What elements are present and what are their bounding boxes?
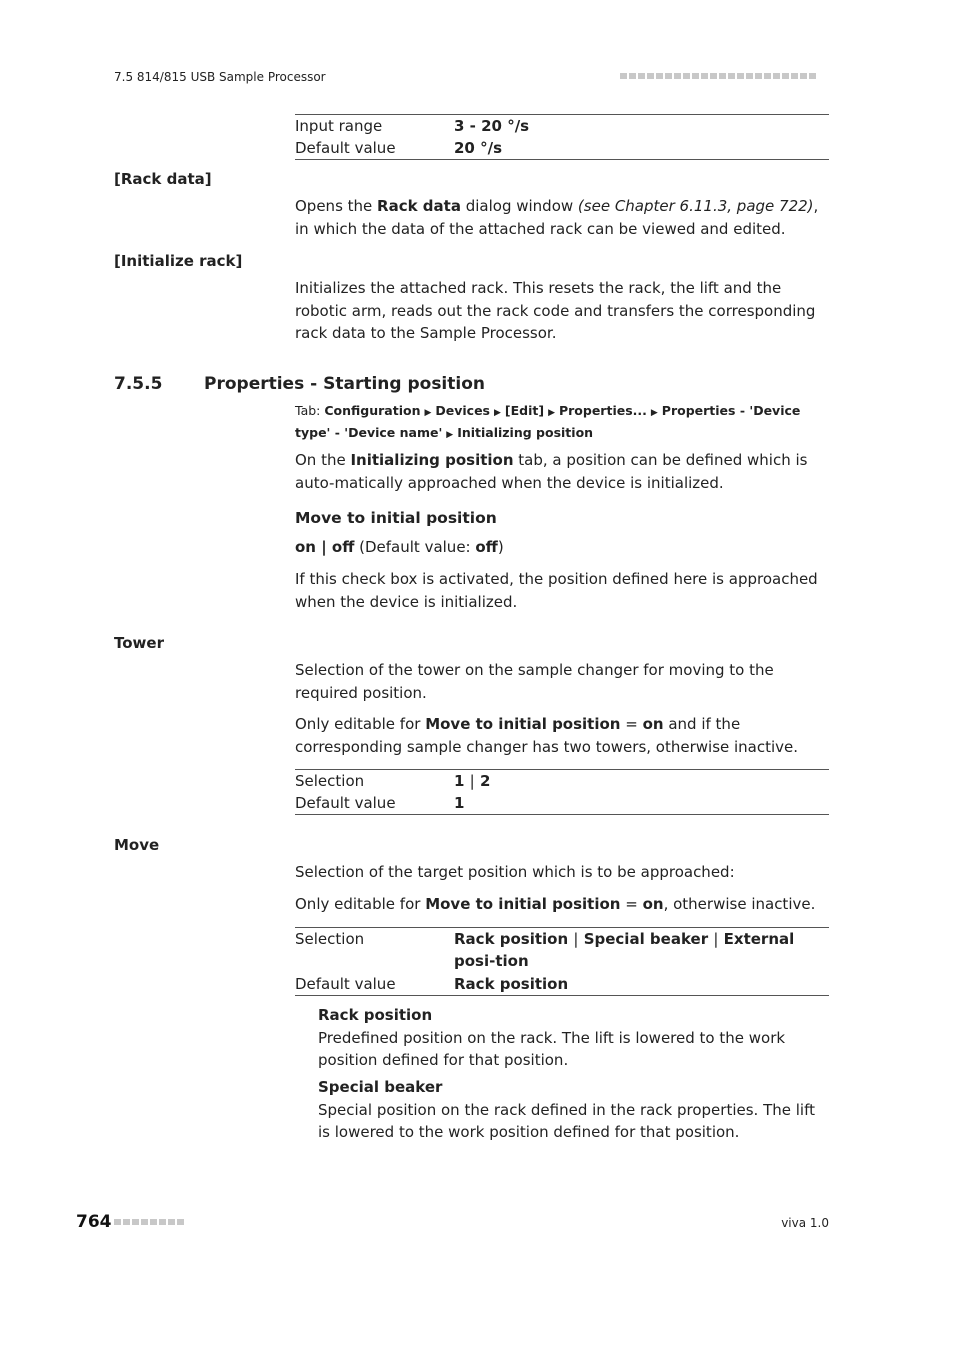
option-text: Special position on the rack defined in the rack properties. The lift is lowered to the work position defined for that position. [318,1100,815,1141]
arrow-right-icon: ▶ [446,430,454,440]
param-key: Selection [295,930,365,948]
table-row [295,770,829,793]
initialize-rack-label: [Initialize rack] [114,252,243,270]
option-rack-position [318,1004,829,1072]
page-number: 764 [76,1212,112,1232]
param-value: 1 | 2 [454,772,491,790]
rack-data-label: [Rack data] [114,170,212,188]
rack-data-description: Opens the Rack data dialog window (see Chapter 6.11.3, page 722), in which the data of the attached rack can be viewed and edited. [295,197,819,238]
arrow-right-icon: ▶ [493,408,501,418]
move-initial-position-heading: Move to initial position [295,509,497,527]
move-initial-description: If this check box is activated, the position defined here is approached when the device is initialized. [295,570,818,611]
move-initial-onoff: on | off (Default value: off) [295,538,504,556]
param-value: 20 °/s [454,139,503,157]
move-parameter-table [295,927,829,996]
arrow-right-icon: ▶ [548,408,555,418]
param-key: Default value [295,974,396,993]
speed-parameter-table [295,114,829,160]
param-key: Default value [295,139,396,157]
param-value: 1 [454,794,465,812]
tower-editable-note: Only editable for Move to initial position = on and if the corresponding sample changer has two towers, otherwise inactive. [295,715,799,756]
param-key: Default value [295,794,396,812]
header-dots-decoration [620,73,816,79]
intro-paragraph: On the Initializing position tab, a position can be defined which is auto-matically approached when the device is initialized. [295,451,808,492]
arrow-right-icon: ▶ [424,408,432,418]
param-value: Rack position | Special beaker | External posi-tion [454,930,795,970]
tower-label: Tower [114,634,164,652]
tower-description: Selection of the tower on the sample changer for moving to the required position. [295,661,774,702]
param-value: Rack position [454,974,569,993]
option-title: Rack position [318,1006,433,1024]
table-row [295,115,829,138]
running-header: 7.5 814/815 USB Sample Processor [114,70,326,84]
move-description: Selection of the target position which is to be approached: [295,863,735,881]
tower-parameter-table [295,769,829,815]
option-title: Special beaker [318,1078,443,1096]
arrow-right-icon: ▶ [650,408,658,418]
table-row [295,792,829,815]
footer-dots-decoration [114,1219,184,1225]
param-value: 3 - 20 °/s [454,117,530,135]
option-special-beaker [318,1076,829,1144]
section-heading: 7.5.5 Properties - Starting position [114,374,485,394]
table-row [295,973,829,996]
move-editable-note: Only editable for Move to initial position = on, otherwise inactive. [295,895,816,913]
tab-path: Tab: Configuration ▶ Devices ▶ [Edit] ▶ Properties... ▶ Properties - 'Device type' - 'Device name' ▶ Initializing position [295,403,801,440]
param-key: Selection [295,772,365,790]
table-row [295,137,829,160]
table-row [295,928,829,973]
product-version: viva 1.0 [781,1216,829,1230]
initialize-rack-description: Initializes the attached rack. This resets the rack, the lift and the robotic arm, reads out the rack code and transfers the corresponding rack data to the Sample Processor. [295,279,816,342]
chapter-reference: (see Chapter 6.11.3, page 722) [577,197,814,215]
option-text: Predefined position on the rack. The lift is lowered to the work position defined for that position. [318,1028,786,1069]
param-key: Input range [295,117,383,135]
move-label: Move [114,836,160,854]
